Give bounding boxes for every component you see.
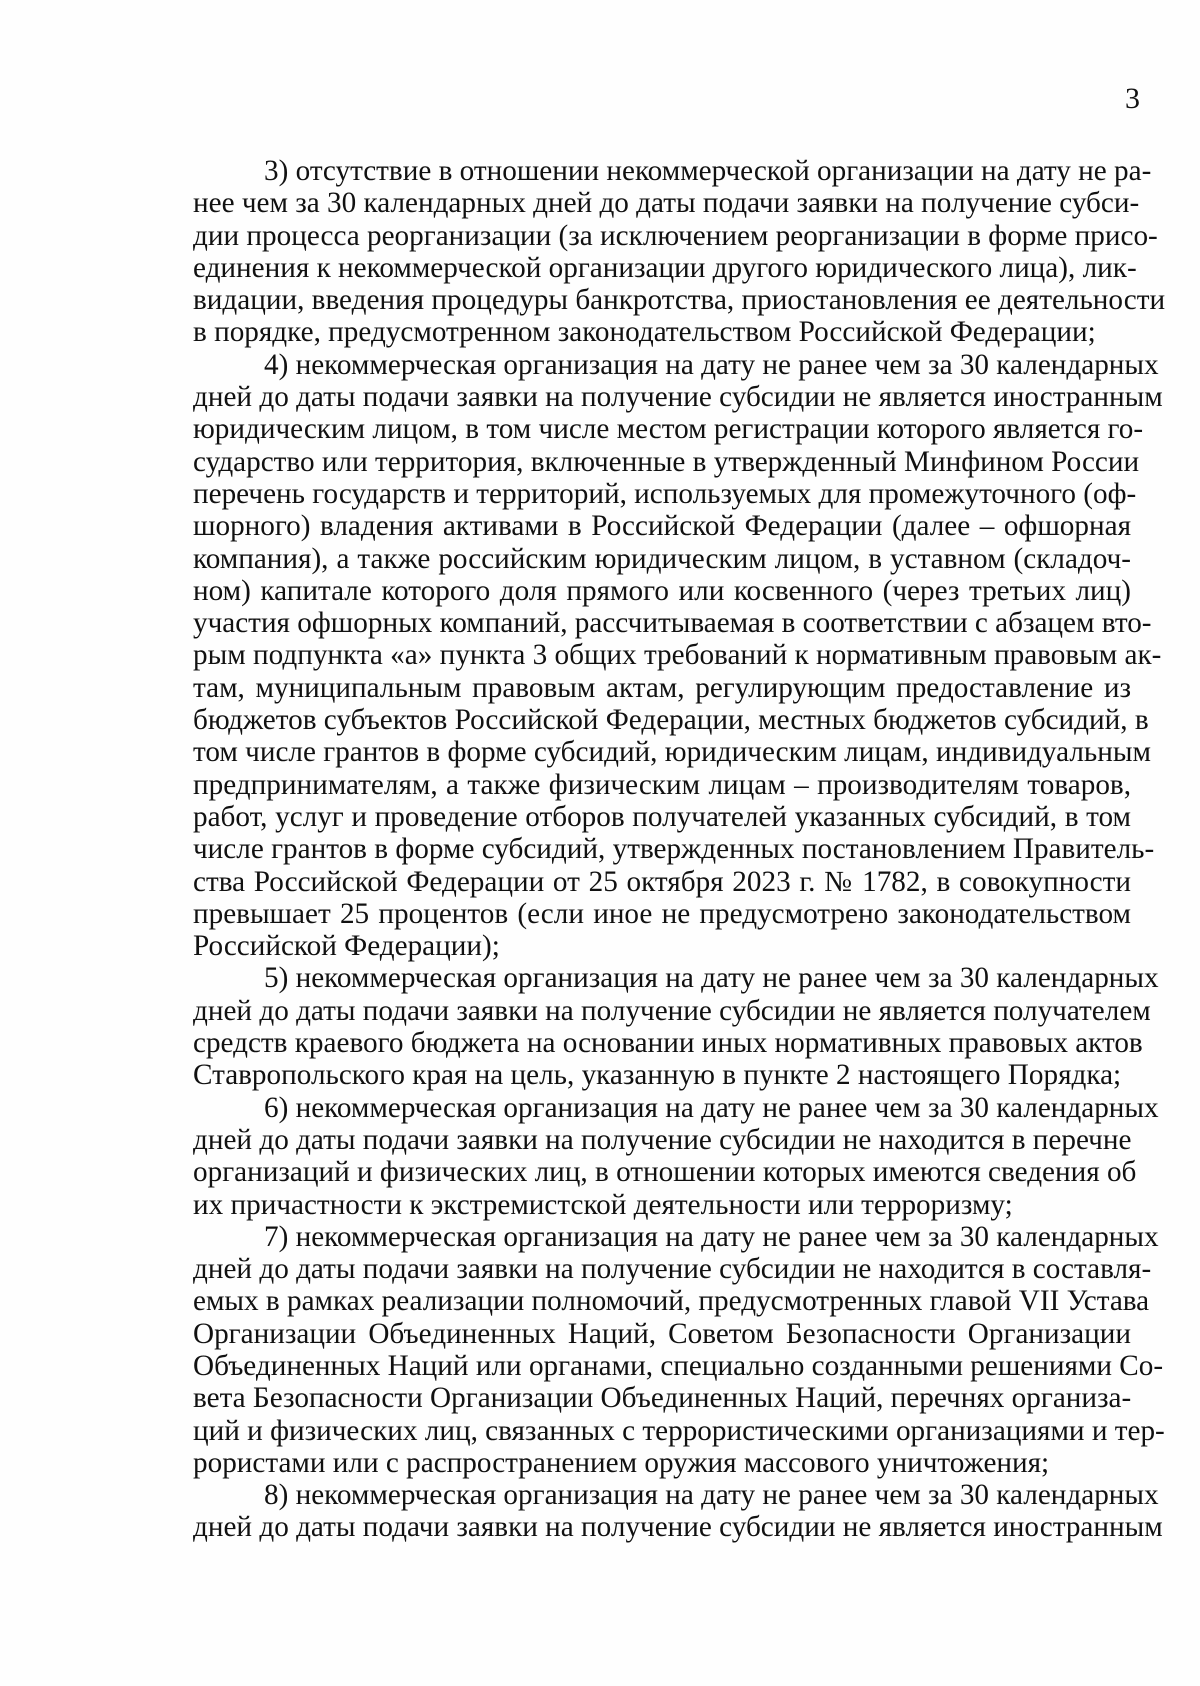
text-line: рористами или с распространением оружия массового уничтожения; [193, 1446, 1050, 1479]
text-line: вета Безопасности Организации Объединенных Наций, перечнях организа- [193, 1382, 1132, 1415]
page-number: 3 [1125, 82, 1140, 115]
paragraph-5 [193, 962, 1159, 1092]
text-line: ства Российской Федерации от 25 октября 2023 г. № 1782, в совокупности [193, 865, 1131, 898]
text-line: 7) некоммерческая организация на дату не ранее чем за 30 календарных [264, 1220, 1159, 1253]
text-line: участия офшорных компаний, рассчитываемая в соответствии с абзацем вто- [193, 607, 1152, 640]
text-line: единения к некоммерческой организации другого юридического лица), лик- [193, 251, 1137, 284]
text-line: ном) капитале которого доля прямого или косвенного (через третьих лиц) [193, 574, 1131, 607]
text-line: дней до даты подачи заявки на получение субсидии не является иностранным [193, 381, 1163, 414]
text-line: том числе грантов в форме субсидий, юридическим лицам, индивидуальным [193, 736, 1151, 769]
text-line: нее чем за 30 календарных дней до даты подачи заявки на получение субси- [193, 187, 1140, 220]
text-line: видации, введения процедуры банкротства, приостановления ее деятельности [193, 284, 1166, 317]
text-line: дней до даты подачи заявки на получение субсидии не является получателем [193, 994, 1151, 1027]
text-line: дней до даты подачи заявки на получение субсидии не находится в составля- [193, 1253, 1152, 1286]
text-line: 6) некоммерческая организация на дату не ранее чем за 30 календарных [264, 1091, 1159, 1124]
paragraph-8 [193, 1479, 1163, 1544]
text-line: рым подпункта «а» пункта 3 общих требований к нормативным правовым ак- [193, 639, 1162, 672]
text-line: перечень государств и территорий, используемых для промежуточного (оф- [193, 477, 1137, 510]
text-line: бюджетов субъектов Российской Федерации, местных бюджетов субсидий, в [193, 704, 1149, 737]
text-line: юридическим лицом, в том числе местом регистрации которого является го- [193, 413, 1144, 446]
text-line: Объединенных Наций или органами, специально созданными решениями Со- [193, 1349, 1164, 1382]
text-line: дней до даты подачи заявки на получение субсидии не является иностранным [193, 1511, 1163, 1544]
text-line: емых в рамках реализации полномочий, предусмотренных главой VII Устава [193, 1285, 1150, 1318]
text-line: Ставропольского края на цель, указанную в пункте 2 настоящего Порядка; [193, 1059, 1122, 1092]
text-line: организаций и физических лиц, в отношении которых имеются сведения об [193, 1156, 1137, 1189]
text-line: их причастности к экстремистской деятельности или терроризму; [193, 1188, 1013, 1221]
document-body [193, 155, 1166, 1544]
text-line: в порядке, предусмотренном законодательством Российской Федерации; [193, 316, 1096, 349]
text-line: там, муниципальным правовым актам, регулирующим предоставление из [193, 671, 1131, 704]
text-line: работ, услуг и проведение отборов получателей указанных субсидий, в том [193, 800, 1131, 833]
text-line: шорного) владения активами в Российской Федерации (далее – офшорная [193, 510, 1131, 543]
text-line: сударство или территория, включенные в утвержденный Минфином России [193, 445, 1140, 478]
text-line: Организации Объединенных Наций, Советом Безопасности Организации [193, 1317, 1131, 1350]
text-line: компания), а также российским юридическим лицом, в уставном (складоч- [193, 542, 1131, 575]
text-line: числе грантов в форме субсидий, утвержденных постановлением Правитель- [193, 833, 1155, 866]
paragraph-4 [193, 348, 1163, 963]
text-line: превышает 25 процентов (если иное не предусмотрено законодательством [193, 897, 1131, 930]
text-line: ций и физических лиц, связанных с террористическими организациями и тер- [193, 1414, 1165, 1447]
text-line: 4) некоммерческая организация на дату не ранее чем за 30 календарных [264, 348, 1159, 381]
paragraph-7 [193, 1220, 1165, 1479]
text-line: дней до даты подачи заявки на получение субсидии не находится в перечне [193, 1123, 1132, 1156]
paragraph-6 [193, 1091, 1159, 1221]
paragraph-3 [193, 155, 1166, 349]
text-line: предпринимателям, а также физическим лицам – производителям товаров, [193, 768, 1131, 801]
text-line: дии процесса реорганизации (за исключением реорганизации в форме присо- [193, 219, 1158, 252]
text-line: 8) некоммерческая организация на дату не ранее чем за 30 календарных [264, 1479, 1159, 1512]
text-line: средств краевого бюджета на основании иных нормативных правовых актов [193, 1027, 1143, 1060]
text-line: Российской Федерации); [193, 930, 500, 963]
text-line: 3) отсутствие в отношении некоммерческой организации на дату не ра- [264, 155, 1152, 187]
text-line: 5) некоммерческая организация на дату не ранее чем за 30 календарных [264, 962, 1159, 995]
